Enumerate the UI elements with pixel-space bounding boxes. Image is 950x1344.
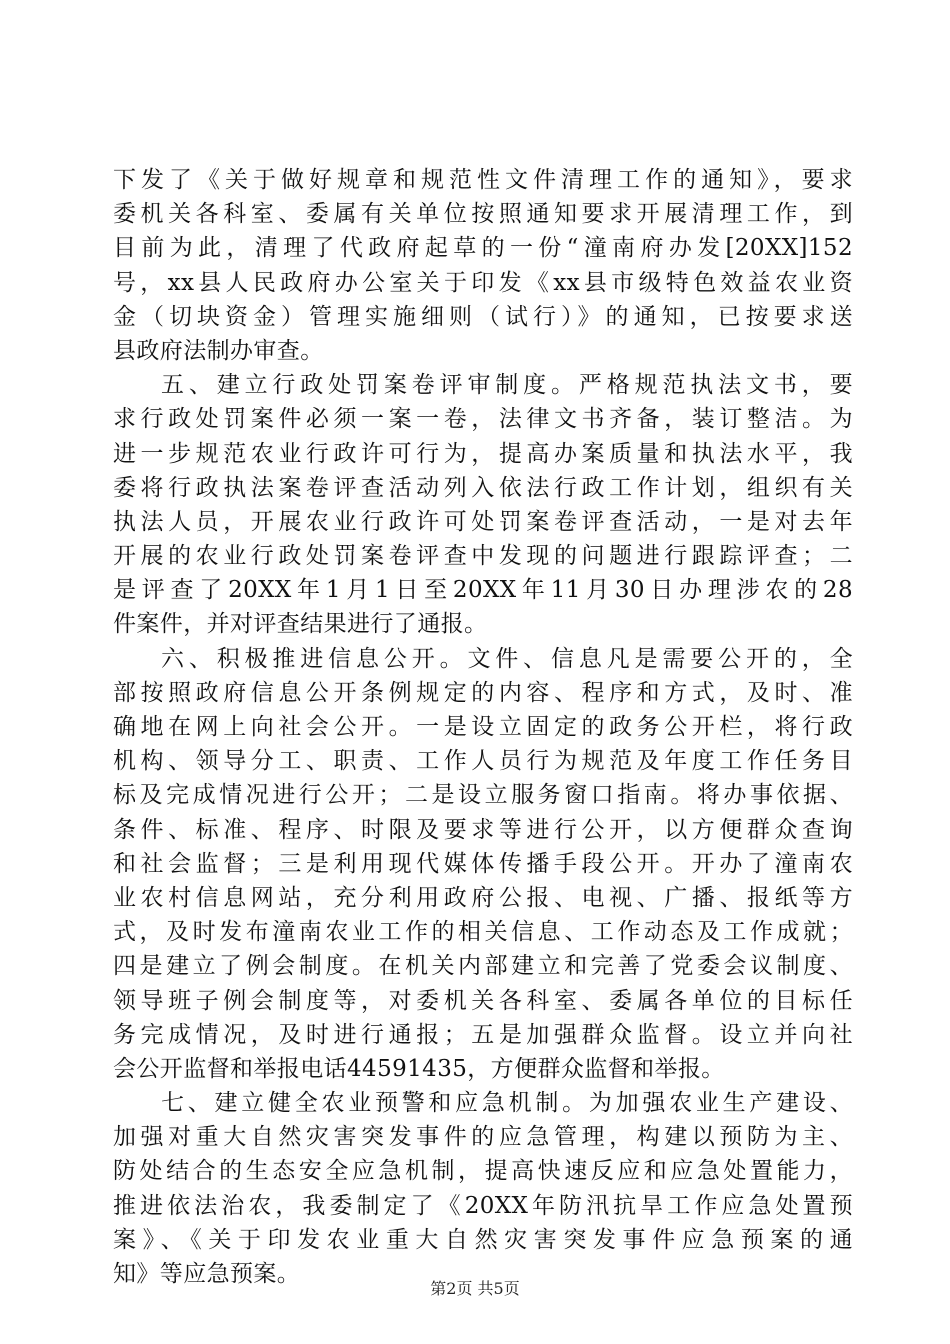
text-line: 下发了《关于做好规章和规范性文件清理工作的通知》，要求 <box>113 167 853 193</box>
text-line: 业农村信息网站，充分利用政府公报、电视、广播、报纸等方 <box>113 884 853 911</box>
text-line: 金（切块资金）管理实施细则（试行）》的通知，已按要求送 <box>113 303 853 330</box>
text-line: 领导班子例会制度等，对委机关各科室、委属各单位的目标任 <box>113 987 853 1014</box>
text-line: 号，xx县人民政府办公室关于印发《xx县市级特色效益农业资 <box>113 269 853 296</box>
paragraph-start-line: 五、建立行政处罚案卷评审制度。严格规范执法文书，要 <box>161 372 853 399</box>
text-line: 确地在网上向社会公开。一是设立固定的政务公开栏，将行政 <box>113 714 853 740</box>
page-number-footer: 第2页 共5页 <box>430 1279 520 1298</box>
text-line: 件案件，并对评查结果进行了通报。 <box>113 611 488 638</box>
text-line: 条件、标准、程序、时限及要求等进行公开，以方便群众查询 <box>113 816 853 843</box>
text-line: 机构、领导分工、职责、工作人员行为规范及年度工作任务目 <box>113 748 853 775</box>
text-line: 委将行政执法案卷评查活动列入依法行政工作计划，组织有关 <box>113 474 853 501</box>
text-line: 务完成情况，及时进行通报；五是加强群众监督。设立并向社 <box>113 1021 853 1048</box>
text-line: 会公开监督和举报电话44591435，方便群众监督和举报。 <box>113 1055 725 1082</box>
text-line: 部按照政府信息公开条例规定的内容、程序和方式，及时、准 <box>113 679 853 706</box>
text-line: 执法人员，开展农业行政许可处罚案卷评查活动，一是对去年 <box>113 508 853 535</box>
text-line: 和社会监督；三是利用现代媒体传播手段公开。开办了潼南农 <box>113 850 853 877</box>
document-body <box>113 163 853 1291</box>
paragraph-start-line: 七、建立健全农业预警和应急机制。为加强农业生产建设、 <box>161 1090 853 1117</box>
text-line: 四是建立了例会制度。在机关内部建立和完善了党委会议制度、 <box>113 953 853 980</box>
text-line: 案》、《关于印发农业重大自然灾害突发事件应急预案的通 <box>113 1226 853 1253</box>
text-line: 加强对重大自然灾害突发事件的应急管理，构建以预防为主、 <box>113 1124 853 1151</box>
text-line: 标及完成情况进行公开；二是设立服务窗口指南。将办事依据、 <box>113 782 853 809</box>
text-line: 委机关各科室、委属有关单位按照通知要求开展清理工作，到 <box>113 201 853 228</box>
text-line: 开展的农业行政处罚案卷评查中发现的问题进行跟踪评查；二 <box>113 543 853 570</box>
text-line: 目前为此，清理了代政府起草的一份“潼南府办发[20XX]152 <box>113 235 853 262</box>
text-line: 进一步规范农业行政许可行为，提高办案质量和执法水平，我 <box>113 440 853 467</box>
text-line: 推进依法治农，我委制定了《20XX年防汛抗旱工作应急处置预 <box>113 1192 853 1219</box>
text-line: 知》等应急预案。 <box>113 1261 301 1287</box>
text-line: 防处结合的生态安全应急机制，提高快速反应和应急处置能力， <box>113 1158 853 1185</box>
text-line: 求行政处罚案件必须一案一卷，法律文书齐备，装订整洁。为 <box>113 406 853 433</box>
paragraph-start-line: 六、积极推进信息公开。文件、信息凡是需要公开的，全 <box>161 645 853 672</box>
text-line: 县政府法制办审查。 <box>113 337 324 364</box>
text-line: 式，及时发布潼南农业工作的相关信息、工作动态及工作成就； <box>113 919 853 946</box>
text-line: 是评查了20XX年1月1日至20XX年11月30日办理涉农的28 <box>113 577 853 604</box>
